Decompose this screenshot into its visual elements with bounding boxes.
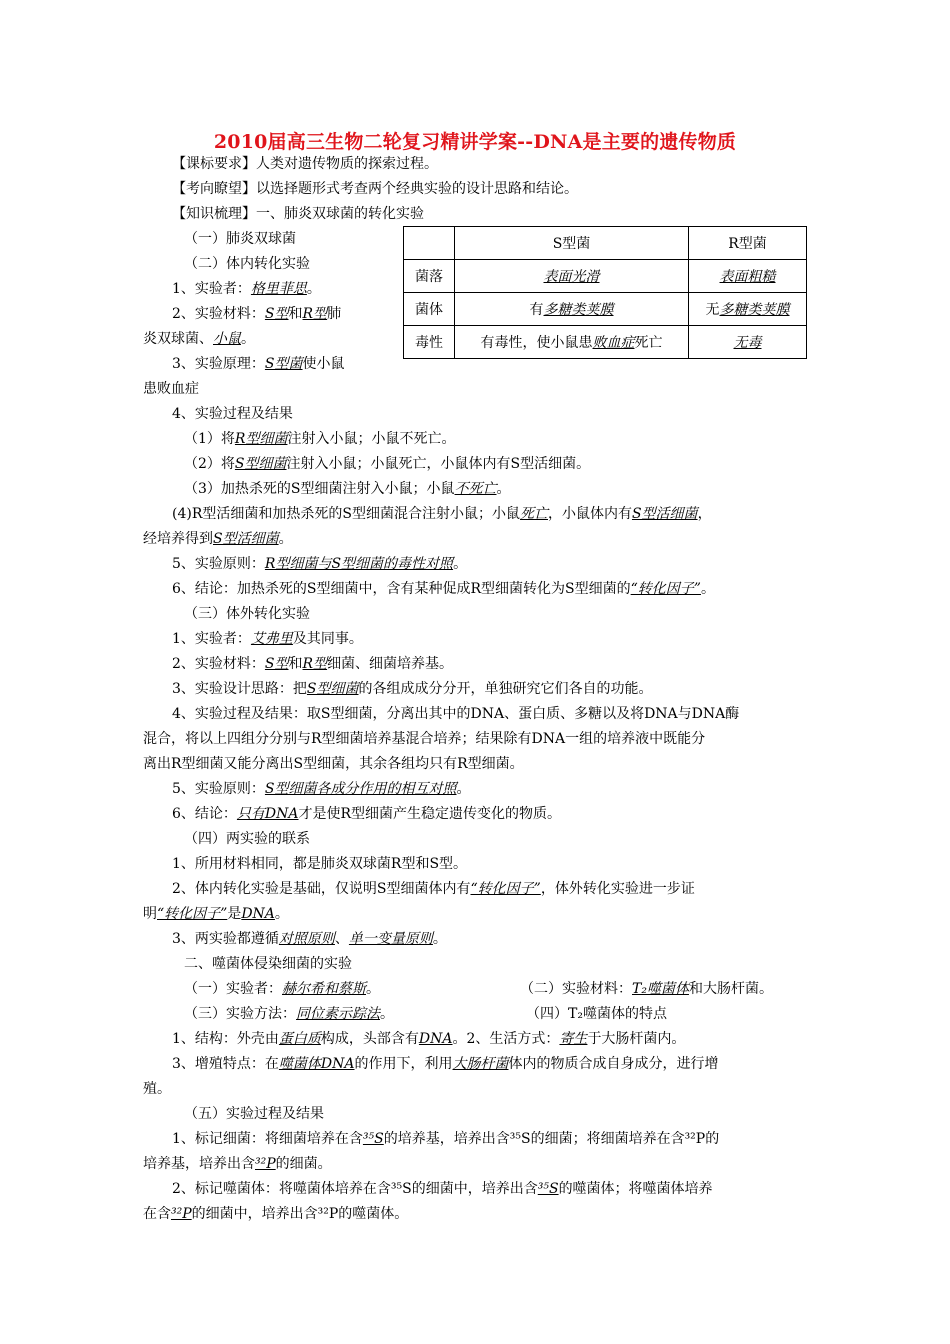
text-line [172, 855, 467, 874]
text-segment: 3、两实验都遵循 [172, 931, 279, 947]
text-segment: ，小鼠体内有 [547, 506, 632, 522]
answer-blank: “转化因子” [157, 906, 228, 922]
text-segment: 【知识梳理】一、肺炎双球菌的转化实验 [172, 206, 424, 222]
text-segment: 和 [288, 306, 303, 322]
text-segment: 炎双球菌、 [143, 331, 213, 347]
text-segment: 2、标记噬菌体：将噬菌体培养在含³⁵S的细菌中，培养出含 [172, 1181, 538, 1197]
text-segment: 在含 [143, 1206, 171, 1222]
text-segment: 、 [334, 931, 349, 947]
text-line [172, 655, 453, 674]
answer-blank: S型细菌各成分作用的相互对照 [264, 781, 457, 797]
text-segment: 的各组成成分分开，单独研究它们各自的功能。 [358, 681, 653, 697]
text-line [172, 280, 321, 299]
text-segment: 注射入小鼠；小鼠死亡，小鼠体内有S型活细菌。 [286, 456, 591, 472]
s-type-cell [455, 326, 689, 359]
text-segment: 。 [278, 531, 293, 547]
table-header-cell: R型菌 [689, 227, 807, 260]
text-segment: （一）实验者： [184, 981, 282, 997]
answer-blank: S型菌 [264, 356, 303, 372]
answer-blank: 噬菌体DNA [278, 1056, 355, 1072]
answer-blank: “转化因子” [470, 881, 541, 897]
text-line [184, 455, 590, 474]
answer-blank: 不死亡 [454, 481, 497, 497]
answer-blank: ³²P [171, 1206, 192, 1222]
answer-blank: 表面粗糙 [719, 269, 776, 285]
text-segment: （二）体内转化实验 [184, 256, 310, 272]
answer-blank: 表面光滑 [543, 269, 600, 285]
table-row [404, 260, 807, 293]
text-segment: 。 [453, 556, 468, 572]
text-line [143, 1155, 332, 1174]
answer-blank: 艾弗里 [250, 631, 293, 647]
text-line [172, 1030, 685, 1049]
text-line [172, 805, 561, 824]
text-segment: 的噬菌体；将噬菌体培养 [558, 1181, 713, 1197]
text-line [184, 605, 310, 624]
answer-blank: 格里菲思 [250, 281, 307, 297]
text-segment: 注射入小鼠；小鼠不死亡。 [287, 431, 456, 447]
answer-blank: 小鼠 [213, 331, 241, 347]
text-line [172, 930, 447, 949]
text-segment: 。 [496, 481, 511, 497]
text-line [172, 705, 739, 724]
text-segment: 殖。 [143, 1081, 171, 1097]
answer-blank: R型 [302, 306, 328, 322]
r-type-cell [689, 260, 807, 293]
text-line [172, 680, 653, 699]
text-line [172, 580, 715, 599]
text-line [172, 880, 695, 899]
text-line [143, 730, 705, 749]
text-segment: 和 [288, 656, 303, 672]
answer-blank: 败血症 [592, 335, 635, 351]
table-header-row [404, 227, 807, 260]
table-row [404, 293, 807, 326]
text-line [520, 980, 773, 999]
text-segment: （1）将 [184, 431, 235, 447]
answer-blank: “转化因子” [630, 581, 701, 597]
text-segment: 有 [529, 302, 544, 318]
text-segment: (4)R型活细菌和加热杀死的S型细菌混合注射小鼠；小鼠 [172, 506, 520, 522]
text-segment: 的细菌。 [275, 1156, 332, 1172]
text-segment: 6、结论： [172, 806, 237, 822]
text-segment: （二）实验材料： [520, 981, 632, 997]
text-line [172, 780, 471, 799]
text-segment: 有毒性，使小鼠患 [480, 335, 593, 351]
text-line [184, 830, 310, 849]
text-segment: 。 [380, 1006, 394, 1022]
text-line [184, 480, 511, 499]
text-segment: 3、实验设计思路：把 [172, 681, 307, 697]
text-segment: 。 [274, 906, 289, 922]
table-header-cell [404, 227, 455, 260]
text-segment: 明 [143, 906, 157, 922]
answer-blank: 单一变量原则 [348, 931, 433, 947]
answer-blank: 无毒 [733, 335, 762, 351]
text-segment: 6、结论：加热杀死的S型细菌中，含有某种促成R型细菌转化为S型细菌的 [172, 581, 631, 597]
answer-blank: 对照原则 [278, 931, 335, 947]
text-line [172, 405, 293, 424]
text-segment: 。 [456, 781, 471, 797]
answer-blank: 蛋白质 [278, 1031, 321, 1047]
text-line [172, 155, 438, 174]
text-line [172, 205, 424, 224]
row-label: 毒性 [404, 326, 455, 359]
text-segment: 是 [227, 906, 242, 922]
text-segment: 【课标要求】人类对遗传物质的探索过程。 [172, 156, 438, 172]
text-segment: 。 [700, 581, 715, 597]
answer-blank: ³⁵S [537, 1181, 559, 1197]
text-segment: 2、体内转化实验是基础，仅说明S型细菌体内有 [172, 881, 471, 897]
answer-blank: R型细菌 [234, 431, 288, 447]
text-segment: 2、实验材料： [172, 656, 265, 672]
text-line [143, 1205, 408, 1224]
answer-blank: 多糖类荚膜 [543, 302, 614, 318]
text-segment: 二、噬菌体侵染细菌的实验 [184, 956, 352, 972]
text-segment: 细菌、细菌培养基。 [327, 656, 454, 672]
answer-blank: R型 [302, 656, 328, 672]
answer-blank: 只有DNA [236, 806, 299, 822]
answer-blank: T₂噬菌体 [632, 981, 689, 997]
text-line [143, 330, 255, 349]
text-line [143, 1080, 171, 1099]
answer-blank: DNA [241, 906, 275, 922]
text-segment: 使小鼠 [302, 356, 345, 372]
text-segment: 的细菌中，培养出含³²P的噬菌体。 [191, 1206, 409, 1222]
r-type-cell [689, 326, 807, 359]
text-line [526, 1005, 667, 1024]
text-line [143, 755, 524, 774]
row-label: 菌体 [404, 293, 455, 326]
answer-blank: S型活细菌 [213, 531, 279, 547]
text-segment: 经培养得到 [143, 531, 213, 547]
text-line [172, 630, 363, 649]
text-line [172, 1055, 719, 1074]
text-segment: （三）实验方法： [184, 1006, 296, 1022]
table-row [404, 326, 807, 359]
text-line [184, 255, 310, 274]
text-segment: （一）肺炎双球菌 [184, 231, 296, 247]
text-line [172, 355, 345, 374]
text-segment: 。 [306, 281, 321, 297]
text-line [184, 1005, 394, 1024]
text-segment: 离出R型细菌又能分离出S型细菌，其余各组均只有R型细菌。 [143, 756, 524, 772]
text-line [172, 1180, 713, 1199]
text-segment: 的作用下，利用 [354, 1056, 453, 1072]
text-segment: 。 [366, 981, 380, 997]
text-segment: 2、实验材料： [172, 306, 265, 322]
text-line [172, 305, 341, 324]
text-segment: （3）加热杀死的S型细菌注射入小鼠；小鼠 [184, 481, 455, 497]
text-segment: 构成，头部含有 [320, 1031, 419, 1047]
text-segment: 3、增殖特点：在 [172, 1056, 279, 1072]
text-segment: 5、实验原则： [172, 556, 265, 572]
answer-blank: ³²P [255, 1156, 276, 1172]
answer-blank: S型活细菌 [631, 506, 698, 522]
comparison-table [403, 226, 807, 359]
text-line [172, 555, 467, 574]
document-title: 2010届高三生物二轮复习精讲学案--DNA是主要的遗传物质 [213, 131, 737, 153]
answer-blank: R型细菌与S型细菌的毒性对照 [264, 556, 454, 572]
text-segment: 混合，将以上四组分分别与R型细菌培养基混合培养；结果除有DNA一组的培养液中既能分 [143, 731, 706, 747]
text-segment: 于大肠杆菌内。 [587, 1031, 686, 1047]
answer-blank: 大肠杆菌 [452, 1056, 509, 1072]
text-segment: 。 [241, 331, 255, 347]
text-segment: 及其同事。 [292, 631, 363, 647]
answer-blank: S型细菌 [234, 456, 287, 472]
s-type-cell [455, 293, 689, 326]
answer-blank: DNA [418, 1031, 453, 1047]
text-segment: 1、实验者： [172, 631, 251, 647]
text-line [184, 980, 380, 999]
text-segment: 才是使R型细菌产生稳定遗传变化的物质。 [298, 806, 562, 822]
text-segment: 的培养基，培养出含³⁵S的细菌；将细菌培养在含³²P的 [383, 1131, 720, 1147]
text-segment: 和大肠杆菌。 [688, 981, 773, 997]
text-segment: 【考向瞭望】以选择题形式考查两个经典实验的设计思路和结论。 [172, 181, 578, 197]
answer-blank: 死亡 [519, 506, 548, 522]
text-segment: 1、实验者： [172, 281, 251, 297]
text-line [143, 380, 199, 399]
text-segment: 。 [432, 931, 447, 947]
text-segment: （三）体外转化实验 [184, 606, 310, 622]
answer-blank: 同位素示踪法 [296, 1006, 380, 1022]
table-header-cell: S型菌 [455, 227, 689, 260]
text-line [172, 180, 578, 199]
answer-blank: S型 [264, 306, 289, 322]
answer-blank: S型 [264, 656, 289, 672]
text-segment: （四）两实验的联系 [184, 831, 310, 847]
text-segment: 1、所用材料相同，都是肺炎双球菌R型和S型。 [172, 856, 468, 872]
text-line [172, 505, 712, 524]
text-segment: 1、标记细菌：将细菌培养在含 [172, 1131, 363, 1147]
text-segment: ，体外转化实验进一步证 [540, 881, 695, 897]
text-segment: 肺 [327, 306, 342, 322]
text-segment: （四）T₂噬菌体的特点 [526, 1006, 667, 1022]
text-segment: 死亡 [634, 335, 663, 351]
text-line [172, 1130, 719, 1149]
text-segment: 无 [705, 302, 720, 318]
text-line [143, 905, 289, 924]
r-type-cell [689, 293, 807, 326]
answer-blank: 寄生 [559, 1031, 588, 1047]
answer-blank: ³⁵S [362, 1131, 384, 1147]
text-segment: 患败血症 [143, 381, 199, 397]
answer-blank: 赫尔希和蔡斯 [282, 981, 366, 997]
text-line [184, 1105, 324, 1124]
text-line [184, 955, 352, 974]
text-line [184, 230, 296, 249]
text-line [143, 530, 293, 549]
text-segment: 3、实验原理： [172, 356, 265, 372]
text-segment: 。2、生活方式： [452, 1031, 560, 1047]
text-segment: （五）实验过程及结果 [184, 1106, 324, 1122]
text-segment: 体内的物质合成自身成分，进行增 [508, 1056, 719, 1072]
text-segment: 1、结构：外壳由 [172, 1031, 279, 1047]
row-label: 菌落 [404, 260, 455, 293]
text-line [184, 430, 455, 449]
text-segment: 4、实验过程及结果 [172, 406, 293, 422]
s-type-cell [455, 260, 689, 293]
text-segment: 4、实验过程及结果：取S型细菌，分离出其中的DNA、蛋白质、多糖以及将DNA与DNA酶 [172, 706, 740, 722]
text-segment: 培养基，培养出含 [143, 1156, 255, 1172]
text-segment: ， [697, 506, 712, 522]
text-segment: 5、实验原则： [172, 781, 265, 797]
answer-blank: 多糖类荚膜 [719, 302, 790, 318]
answer-blank: S型细菌 [306, 681, 359, 697]
text-segment: （2）将 [184, 456, 235, 472]
